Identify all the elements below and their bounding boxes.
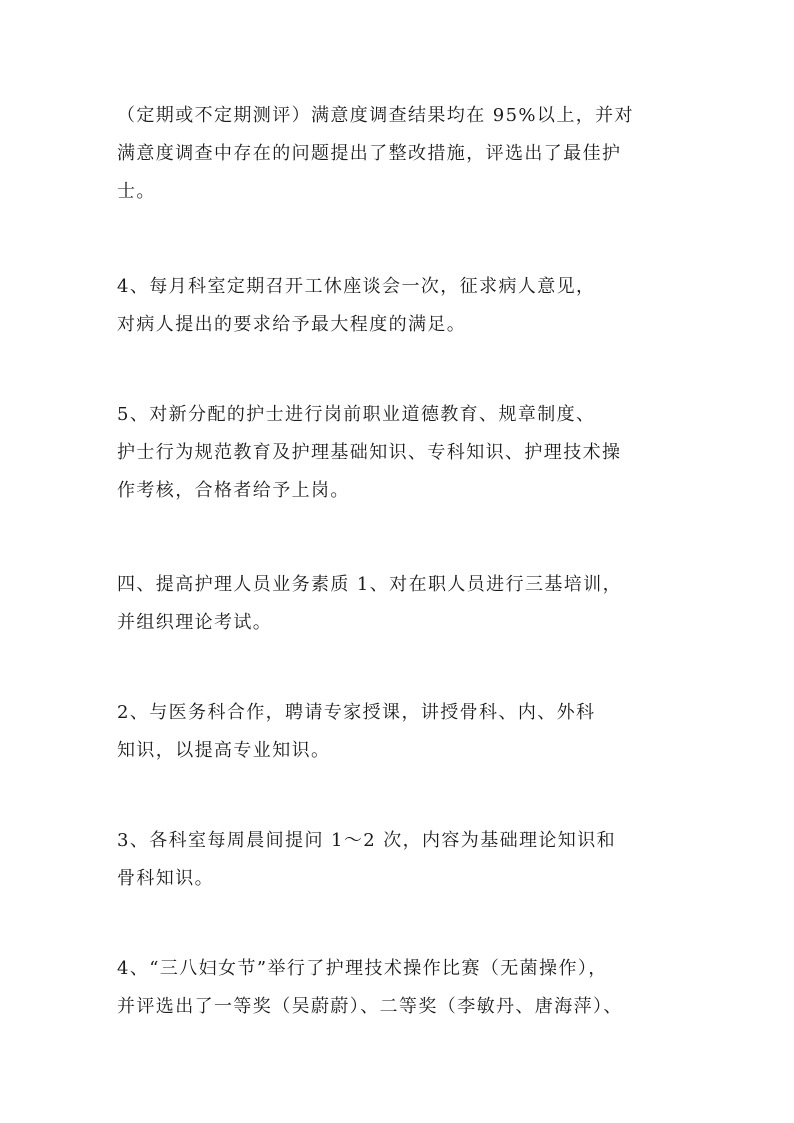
- paragraph-item-4-meeting: [117, 268, 687, 344]
- text-line: （定期或不定期测评）满意度调查结果均在 95%以上，并对: [117, 105, 634, 126]
- text-line: 作考核，合格者给予上岗。: [117, 480, 350, 501]
- text-line: 满意度调查中存在的问题提出了整改措施，评选出了最佳护: [117, 143, 622, 164]
- text-line: 骨科知识。: [117, 868, 214, 889]
- text-line: 知识，以提高专业知识。: [117, 740, 331, 761]
- paragraph-item-4-competition: [117, 950, 687, 1026]
- text-line: 4、“三八妇女节”举行了护理技术操作比赛（无菌操作），: [117, 958, 608, 979]
- paragraph-section-4-quality: [117, 566, 687, 642]
- text-line: 3、各科室每周晨间提问 1～2 次，内容为基础理论知识和: [117, 830, 616, 851]
- text-line: 2、与医务科合作，聘请专家授课，讲授骨科、内、外科: [117, 702, 596, 723]
- text-line: 5、对新分配的护士进行岗前职业道德教育、规章制度、: [117, 404, 596, 425]
- paragraph-satisfaction-survey: [117, 97, 687, 211]
- text-line: 并组织理论考试。: [117, 612, 273, 633]
- paragraph-item-3-morning-questions: [117, 822, 687, 898]
- text-line: 4、每月科室定期召开工休座谈会一次，征求病人意见，: [117, 276, 596, 297]
- paragraph-item-5-new-nurses: [117, 396, 687, 510]
- paragraph-item-2-lectures: [117, 694, 687, 770]
- text-line: 并评选出了一等奖（吴蔚蔚）、二等奖（李敏丹、唐海萍）、: [117, 996, 623, 1017]
- text-line: 对病人提出的要求给予最大程度的满足。: [117, 314, 467, 335]
- text-line: 护士行为规范教育及护理基础知识、专科知识、护理技术操: [117, 442, 622, 463]
- text-line: 四、提高护理人员业务素质 1、对在职人员进行三基培训，: [117, 574, 622, 595]
- text-line: 士。: [117, 181, 156, 202]
